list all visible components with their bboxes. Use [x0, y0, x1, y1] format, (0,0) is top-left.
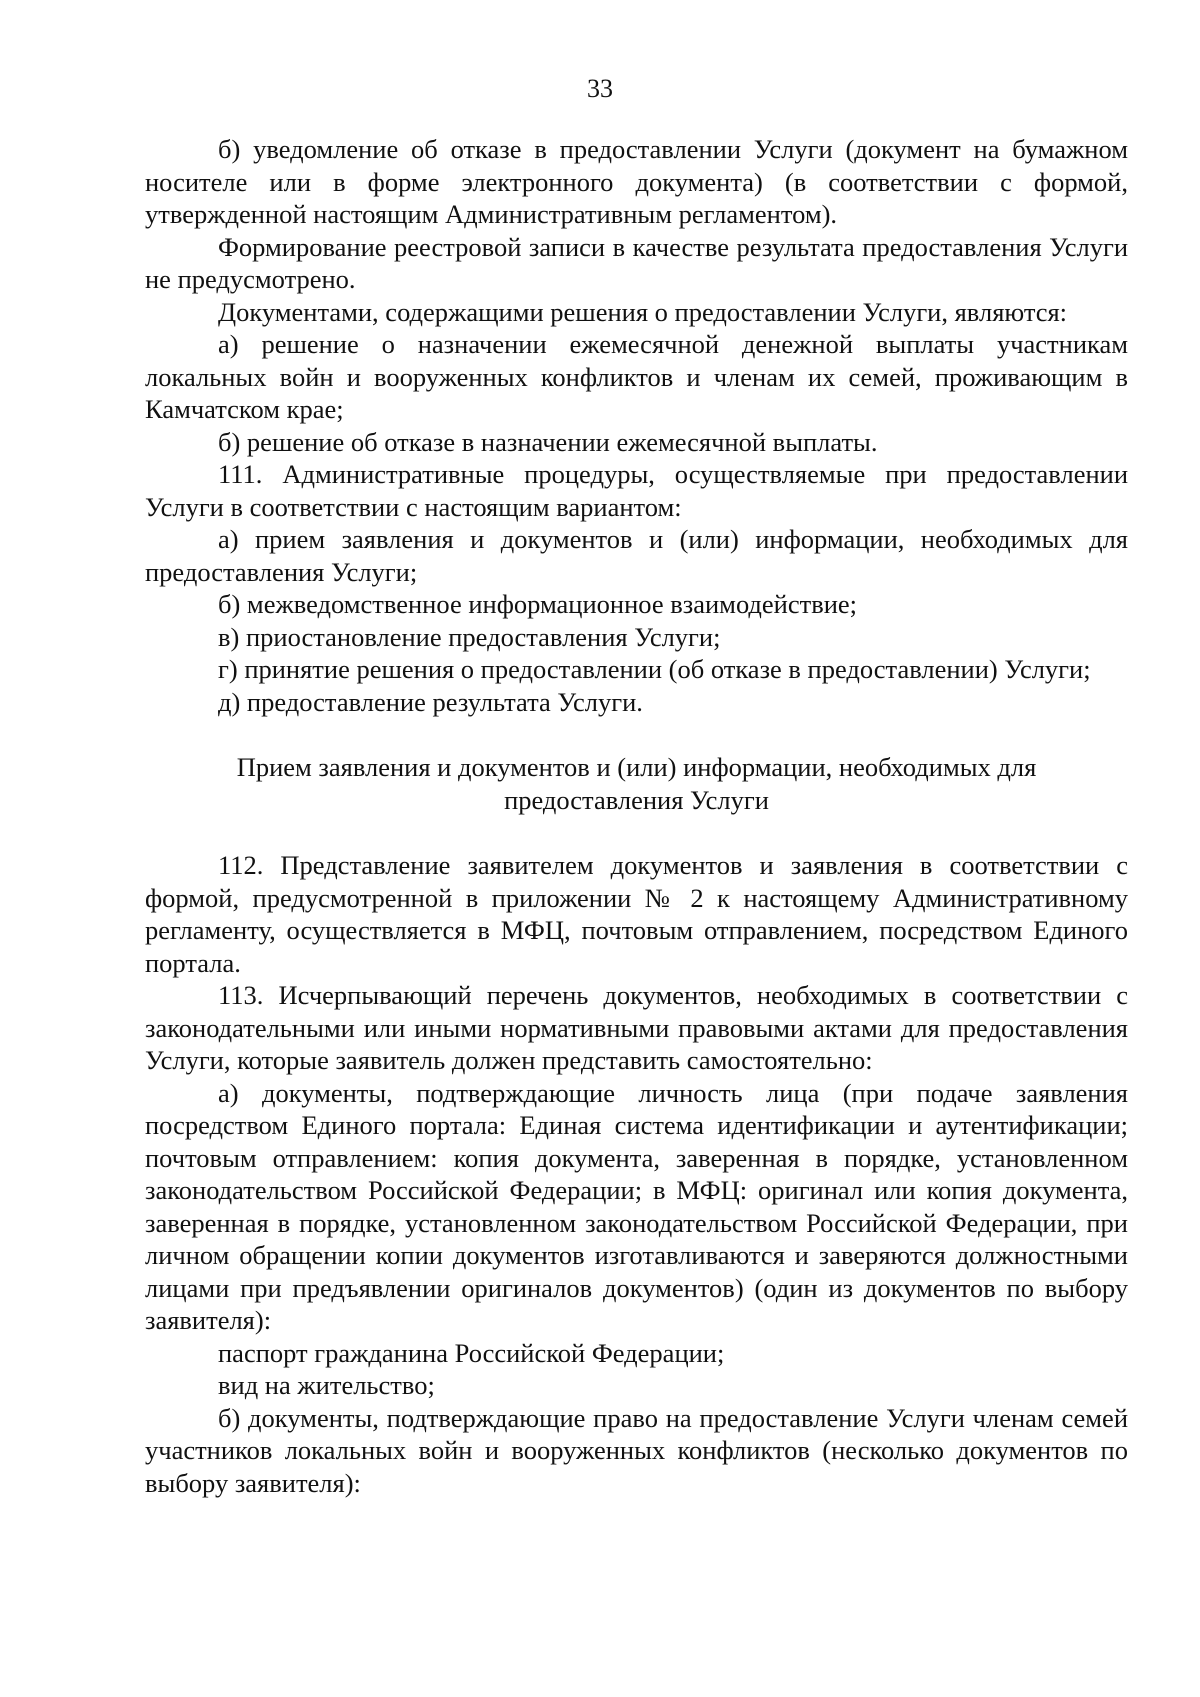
paragraph: а) документы, подтверждающие личность лица (при подаче заявления посредством Единого портала: Единая система идентификации и аутентификации; почтовым отправлением: копия документа, заверенная в порядке, установленном законодательством Российской Федерации; в МФЦ: оригинал или копия документа, заверенная в порядке, установленном законодательством Российской Федерации, при личном обращении копии документов изготавливаются и заверяются должностными лицами при предъявлении оригиналов документов) (один из документов по выбору заявителя):: [145, 1077, 1128, 1335]
paragraph: д) предоставление результата Услуги.: [218, 686, 643, 717]
paragraph: б) межведомственное информационное взаимодействие;: [218, 589, 858, 619]
paragraph: в) приостановление предоставления Услуги;: [218, 621, 721, 652]
paragraph: 113. Исчерпывающий перечень документов, необходимых в соответствии с законодательными или иными нормативными правовыми актами для предоставления Услуги, которые заявитель должен представить самостоятельно:: [145, 980, 1128, 1075]
document-body: [145, 133, 1128, 1499]
section-heading: Прием заявления и документов и (или) информации, необходимых для предоставления Услуги: [236, 752, 1037, 815]
paragraph: Формирование реестровой записи в качестве результата предоставления Услуги не предусмотрено.: [145, 231, 1128, 294]
paragraph: вид на жительство;: [218, 1370, 435, 1400]
paragraph: паспорт гражданина Российской Федерации;: [218, 1337, 725, 1368]
paragraph: б) уведомление об отказе в предоставлении Услуги (документ на бумажном носителе или в форме электронного документа) (в соответствии с формой, утвержденной настоящим Административным регламентом).: [145, 134, 1128, 229]
paragraph: г) принятие решения о предоставлении (об отказе в предоставлении) Услуги;: [218, 654, 1091, 684]
paragraph: а) прием заявления и документов и (или) информации, необходимых для предоставления Услуги;: [145, 524, 1128, 587]
paragraph: б) документы, подтверждающие право на предоставление Услуги членам семей участников локальных войн и вооруженных конфликтов (несколько документов по выбору заявителя):: [145, 1402, 1128, 1498]
paragraph: а) решение о назначении ежемесячной денежной выплаты участникам локальных войн и вооруженных конфликтов и членам их семей, проживающим в Камчатском крае;: [145, 329, 1128, 424]
paragraph: б) решение об отказе в назначении ежемесячной выплаты.: [218, 426, 878, 457]
paragraph: Документами, содержащими решения о предоставлении Услуги, являются:: [218, 296, 1068, 327]
paragraph: 111. Административные процедуры, осуществляемые при предоставлении Услуги в соответствии с настоящим вариантом:: [145, 459, 1128, 522]
paragraph: 112. Представление заявителем документов и заявления в соответствии с формой, предусмотренной в приложении № 2 к настоящему Административному регламенту, осуществляется в МФЦ, почтовым отправлением, посредством Единого портала.: [145, 850, 1128, 978]
page-number: 33: [587, 74, 613, 103]
